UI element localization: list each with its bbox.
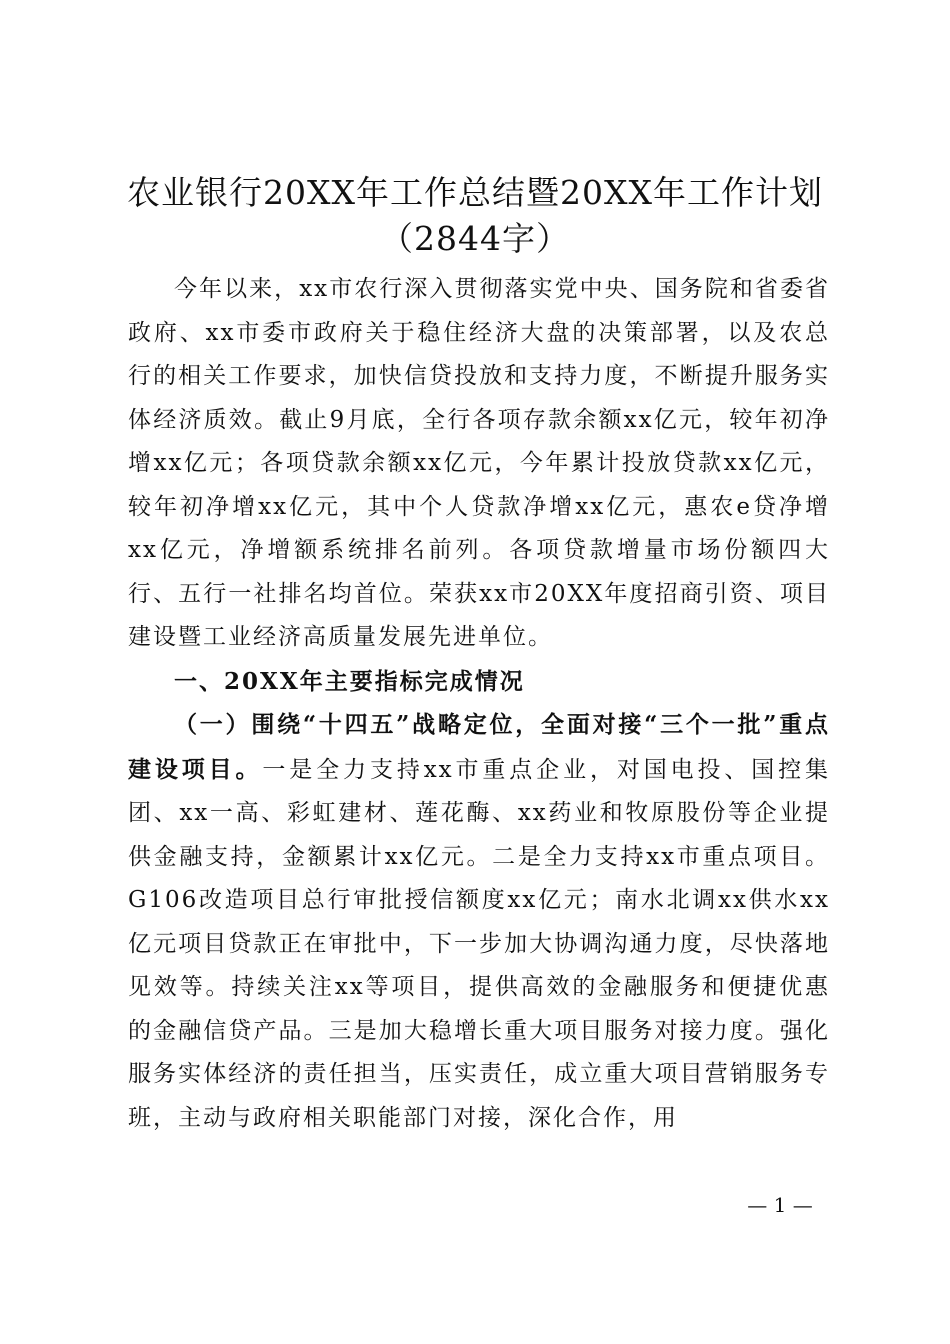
- document-title: 农业银行20XX年工作总结暨20XX年工作计划（2844字）: [127, 173, 823, 258]
- subsection-body: 一是全力支持xx市重点企业，对国电投、国控集团、xx一高、彩虹建材、莲花酶、xx药业和牧原股份等企业提供金融支持，金额累计xx亿元。二是全力支持xx市重点项目。G106改造项目总行审批授信额度xx亿元；南水北调xx供水xx亿元项目贷款正在审批中，下一步加大协调沟通力度，尽快落地见效等。持续关注xx等项目，提供高效的金融服务和便捷优惠的金融信贷产品。三是加大稳增长重大项目服务对接力度。强化服务实体经济的责任担当，压实责任，成立重大项目营销服务专班，主动与政府相关职能部门对接，深化合作，用: [128, 756, 831, 1131]
- page-number: — 1 —: [747, 1193, 813, 1217]
- subsection-paragraph: [128, 703, 830, 1140]
- document-body: [128, 268, 830, 1140]
- subsection-heading: （一）围绕“十四五”战略定位，全面对接“三个一批”重点建设项目。: [128, 711, 830, 783]
- section-heading: 一、20XX年主要指标完成情况: [174, 667, 525, 695]
- intro-paragraph: 今年以来，xx市农行深入贯彻落实党中央、国务院和省委省政府、xx市委市政府关于稳住经济大盘的决策部署，以及农总行的相关工作要求，加快信贷投放和支持力度，不断提升服务实体经济质效。截止9月底，全行各项存款余额xx亿元，较年初净增xx亿元；各项贷款余额xx亿元，今年累计投放贷款xx亿元，较年初净增xx亿元，其中个人贷款净增xx亿元，惠农e贷净增xx亿元，净增额系统排名前列。各项贷款增量市场份额四大行、五行一社排名均首位。荣获xx市20XX年度招商引资、项目建设暨工业经济高质量发展先进单位。: [128, 276, 830, 650]
